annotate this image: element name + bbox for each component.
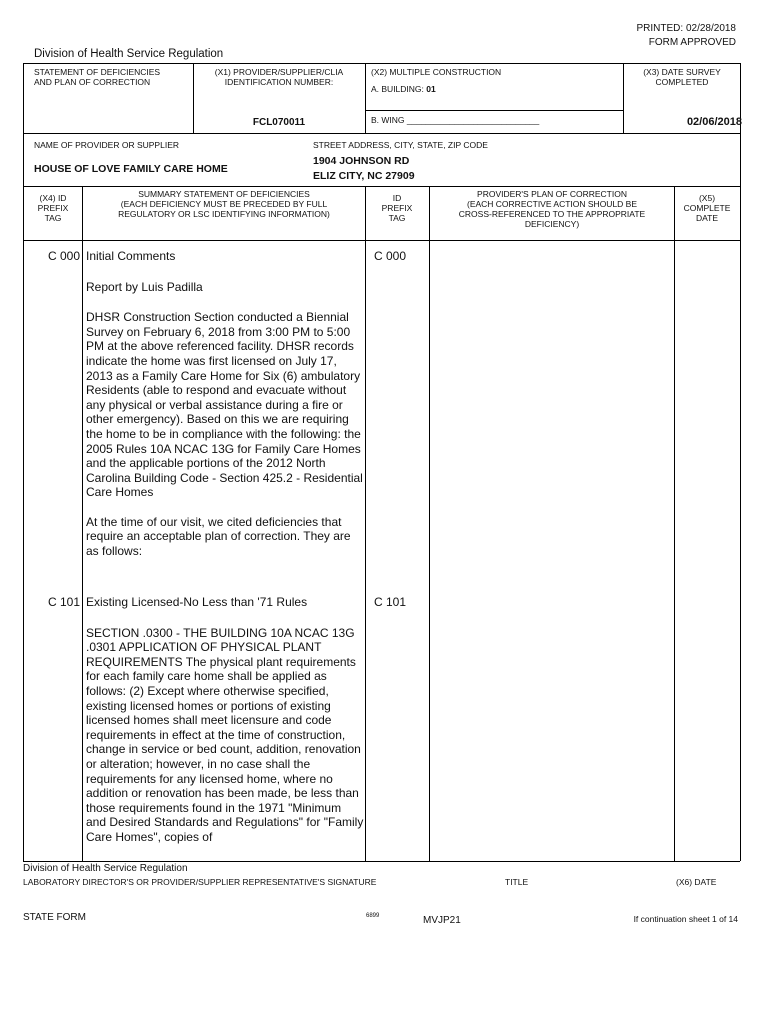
id-header: ID PREFIX TAG bbox=[381, 193, 413, 223]
entry-id-tag-c000: C 000 bbox=[374, 249, 407, 263]
entry-text-c000 bbox=[86, 249, 364, 573]
printed-date: PRINTED: 02/28/2018 bbox=[636, 23, 736, 34]
entry-paragraph: Initial Comments bbox=[86, 249, 176, 263]
date-label: (X6) DATE bbox=[676, 877, 717, 887]
entry-text-c101 bbox=[86, 595, 364, 860]
statement-label: STATEMENT OF DEFICIENCIES AND PLAN OF CORRECTION bbox=[34, 67, 161, 87]
entry-id-tag-c101: C 101 bbox=[374, 595, 407, 609]
survey-date: 02/06/2018 bbox=[686, 116, 742, 128]
entry-tag-c000: C 000 bbox=[47, 249, 80, 263]
building-field: A. BUILDING: 01 bbox=[371, 84, 436, 94]
x5-header: (X5) COMPLETE DATE bbox=[683, 193, 731, 223]
form-number: 6899 bbox=[366, 913, 380, 919]
continuation-sheet: If continuation sheet 1 of 14 bbox=[633, 914, 738, 924]
summary-header: SUMMARY STATEMENT OF DEFICIENCIES (EACH DEFICIENCY MUST BE PRECEDED BY FULL REGULATORY OR LSC IDENTIFYING INFORMATION) bbox=[118, 189, 330, 219]
address-line2: ELIZ CITY, NC 27909 bbox=[313, 170, 415, 182]
x1-label: (X1) PROVIDER/SUPPLIER/CLIA IDENTIFICATION NUMBER: bbox=[214, 67, 344, 87]
entry-paragraph: Report by Luis Padilla bbox=[86, 279, 203, 294]
address-line1: 1904 JOHNSON RD bbox=[313, 155, 410, 167]
form-code: MVJP21 bbox=[423, 915, 461, 926]
footer-division: Division of Health Service Regulation bbox=[23, 863, 188, 874]
provider-label: NAME OF PROVIDER OR SUPPLIER bbox=[34, 140, 179, 150]
plan-header: PROVIDER'S PLAN OF CORRECTION (EACH CORRECTIVE ACTION SHOULD BE CROSS-REFERENCED TO THE APPROPRIATE DEFICIENCY) bbox=[458, 189, 646, 229]
x4-header: (X4) ID PREFIX TAG bbox=[37, 193, 69, 223]
entry-paragraph: At the time of our visit, we cited deficiencies that require an acceptable plan of correction. They are as follows: bbox=[86, 514, 351, 558]
x3-label: (X3) DATE SURVEY COMPLETED bbox=[643, 67, 721, 87]
state-form-label: STATE FORM bbox=[23, 912, 86, 923]
entry-paragraph: SECTION .0300 - THE BUILDING 10A NCAC 13G .0301 APPLICATION OF PHYSICAL PLANT REQUIREMENTS The physical plant requirements for each family care home shall be applied as follows: (2) Except where otherwise specified, existing licensed homes or portions of existing licensed homes shall meet licensure and code requirements in effect at the time of construction, change in service or bed count, addition, renovation or alteration; however, in no case shall the requirements for any licensed home, where no addition or renovation has been made, be less than those requirements found in the 1971 "Minimum and Desired Standards and Regulations" for "Family Care Homes", copies of bbox=[86, 625, 364, 844]
x2-label: (X2) MULTIPLE CONSTRUCTION bbox=[371, 67, 502, 77]
entry-paragraph: Existing Licensed-No Less than '71 Rules bbox=[86, 595, 308, 609]
division-title: Division of Health Service Regulation bbox=[34, 48, 224, 60]
form-approved: FORM APPROVED bbox=[648, 37, 736, 48]
x1-id-number: FCL070011 bbox=[252, 117, 306, 128]
entry-paragraph: DHSR Construction Section conducted a Biennial Survey on February 6, 2018 from 3:00 PM to 5:00 PM at the above referenced facility. DHSR records indicate the home was first licensed on July 17, 2013 as a Family Care Home for Six (6) ambulatory Residents (able to respond and evacuate without any physical or verbal assistance during a fire or other emergency). Based on this we are requiring the home to be in compliance with the following: the 2005 Rules 10A NCAC 13G for Family Care Homes and the applicable portions of the 2012 North Carolina Building Code - Section 425.2 - Residential Care Homes bbox=[86, 310, 363, 500]
title-label: TITLE bbox=[505, 877, 529, 887]
address-label: STREET ADDRESS, CITY, STATE, ZIP CODE bbox=[313, 140, 488, 150]
wing-field: B. WING ____________________________ bbox=[371, 115, 540, 125]
signature-label: LABORATORY DIRECTOR'S OR PROVIDER/SUPPLIER REPRESENTATIVE'S SIGNATURE bbox=[23, 877, 377, 887]
entry-tag-c101: C 101 bbox=[47, 595, 80, 609]
provider-name: HOUSE OF LOVE FAMILY CARE HOME bbox=[34, 163, 228, 175]
